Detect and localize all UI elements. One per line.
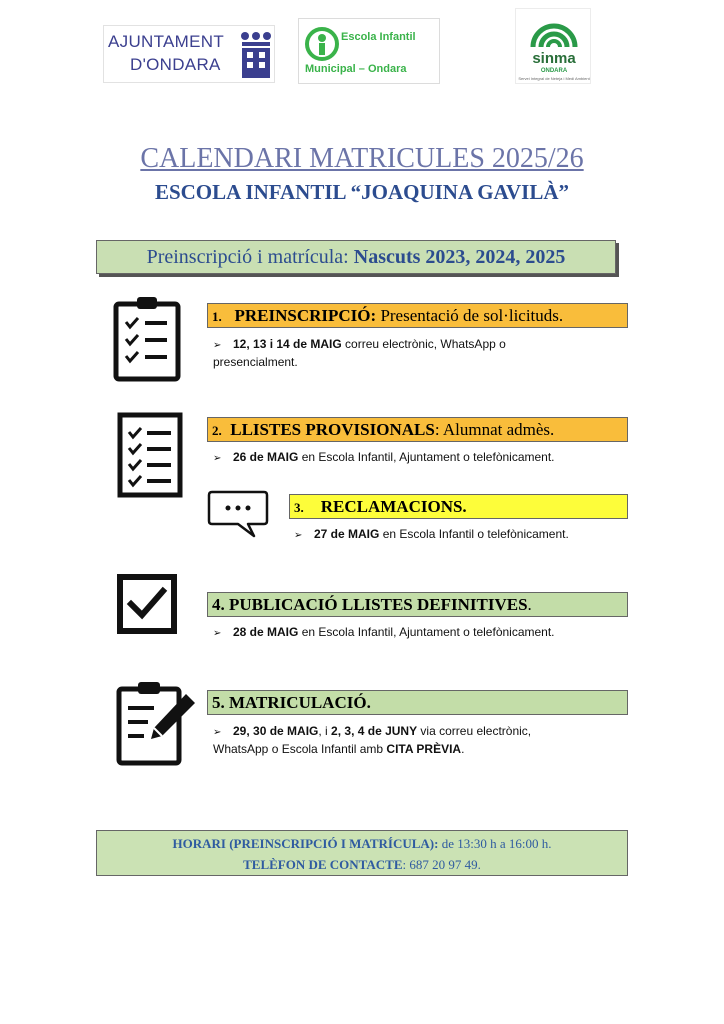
step2-dates: 26 de MAIG <box>233 450 299 464</box>
step1-dates: 12, 13 i 14 de MAIG <box>233 337 342 351</box>
speech-bubble-icon <box>206 489 270 539</box>
step3-title: RECLAMACIONS. <box>320 497 467 516</box>
arrow-bullet-icon: ➢ <box>213 727 222 738</box>
step5-text2: WhatsApp o Escola Infantil amb <box>213 742 387 756</box>
logo-escola-line2: Municipal – Ondara <box>305 63 407 75</box>
banner-years: Nascuts 2023, 2024, 2025 <box>353 246 566 268</box>
step1-text: correu electrònic, WhatsApp o <box>341 337 506 351</box>
logo-escola-line1: Escola Infantil <box>341 31 416 43</box>
checkbox-icon <box>116 573 178 635</box>
step3-dates: 27 de MAIG <box>314 527 380 541</box>
step3-header <box>289 494 628 519</box>
step1-desc: Presentació de sol·licituds. <box>376 306 564 325</box>
banner-label: Preinscripció i matrícula: <box>146 246 354 268</box>
sinma-arc-icon <box>529 15 579 49</box>
footer-phone-label: TELÈFON DE CONTACTE <box>243 857 403 872</box>
step2-title: LLISTES PROVISIONALS <box>230 420 435 439</box>
step1-text2: presencialment. <box>213 355 298 369</box>
arrow-bullet-icon: ➢ <box>213 340 222 351</box>
step5-header <box>207 690 628 715</box>
step1-item <box>213 336 623 370</box>
step3-number: 3. <box>294 500 304 515</box>
step3-item <box>294 526 624 544</box>
logo-sinma-name: sinma <box>532 50 576 67</box>
step4-text: en Escola Infantil, Ajuntament o telefònicament. <box>298 625 555 639</box>
page-title: CALENDARI MATRICULES 2025/26 <box>140 143 584 174</box>
step2-header <box>207 417 628 442</box>
step2-item <box>213 449 623 467</box>
logo-ajuntament-line2: D'ONDARA <box>130 55 221 74</box>
logo-sinma-place: ONDARA <box>540 68 568 74</box>
step3-text: en Escola Infantil o telefònicament. <box>379 527 569 541</box>
step5-dates: 29, 30 de MAIG <box>233 724 319 738</box>
step2-text: en Escola Infantil, Ajuntament o telefònicament. <box>298 450 555 464</box>
logo-sinma <box>515 8 591 84</box>
step5-sep: , i <box>318 724 332 738</box>
step1-title: PREINSCRIPCIÓ: <box>234 306 377 325</box>
logo-escola-infantil <box>298 18 440 84</box>
step4-header <box>207 592 628 617</box>
step5-end: . <box>461 742 465 756</box>
arrow-bullet-icon: ➢ <box>213 453 222 464</box>
step4-title: 4. PUBLICACIÓ LLISTES DEFINITIVES <box>212 595 528 614</box>
clipboard-pen-icon <box>116 680 198 766</box>
footer-phone-value: : 687 20 97 49. <box>402 857 481 872</box>
page-subtitle: ESCOLA INFANTIL “JOAQUINA GAVILÀ” <box>154 180 570 204</box>
footer-hours-value: de 13:30 h a 16:00 h. <box>438 836 552 851</box>
step2-desc: : Alumnat admès. <box>434 420 555 439</box>
step5-text: via correu electrònic, <box>417 724 532 738</box>
checklist-icon <box>117 412 183 498</box>
step4-dates: 28 de MAIG <box>233 625 299 639</box>
contact-footer <box>96 830 628 876</box>
footer-hours <box>97 833 627 854</box>
arrow-bullet-icon: ➢ <box>294 530 303 541</box>
footer-hours-label: HORARI (PREINSCRIPCIÓ I MATRÍCULA): <box>172 836 439 851</box>
enrollment-banner <box>96 240 616 274</box>
logo-ajuntament-line1: AJUNTAMENT <box>108 32 225 51</box>
step5-highlight: CITA PRÈVIA <box>386 742 462 756</box>
arrow-bullet-icon: ➢ <box>213 628 222 639</box>
logo-sinma-tagline: Servei Integral de Neteja i Medi Ambient <box>518 76 590 81</box>
step4-desc: . <box>527 595 532 614</box>
step5-title: 5. MATRICULACIÓ. <box>212 693 371 712</box>
step5-item <box>213 723 623 757</box>
clipboard-checklist-icon <box>113 296 181 382</box>
coat-of-arms-icon <box>239 30 273 80</box>
escola-infantil-icon <box>305 27 339 61</box>
step1-header <box>207 303 628 328</box>
step1-number: 1. <box>212 309 222 324</box>
step2-number: 2. <box>212 423 222 438</box>
step4-item <box>213 624 623 642</box>
logo-ajuntament-ondara <box>103 25 275 83</box>
step5-dates2: 2, 3, 4 de JUNY <box>331 724 418 738</box>
footer-phone <box>97 854 627 875</box>
